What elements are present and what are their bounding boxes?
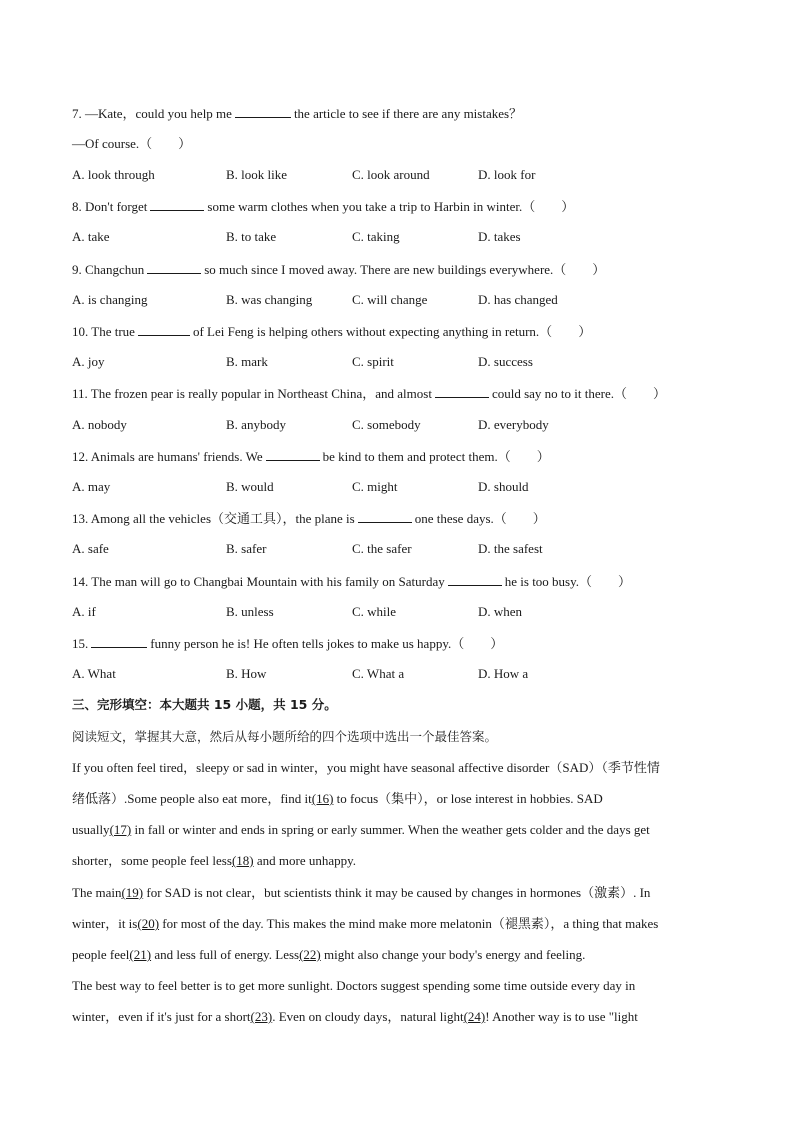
option-c: C. might (352, 479, 398, 494)
passage-text: winter，even if it's just for a short (72, 1009, 251, 1024)
question-14-stem (72, 573, 631, 590)
section-instruction: 阅读短文，掌握其大意，然后从每小题所给的四个选项中选出一个最佳答案。 (72, 729, 498, 744)
option-a: A. safe (72, 541, 109, 556)
option-a: A. What (72, 666, 116, 681)
option-c: C. taking (352, 229, 400, 244)
passage-line-5 (72, 885, 650, 901)
passage-text: for most of the day. This makes the mind make more melatonin（褪黑素），a thing that makes (162, 916, 659, 931)
question-10-text-b: of Lei Feng is helping others without expecting anything in return.（ (192, 324, 553, 339)
question-15-text-a: 15. (72, 636, 89, 651)
passage-text: and less full of energy. Less (154, 947, 300, 962)
passage-text: in fall or winter and ends in spring or early summer. When the weather gets colder and the days get (134, 822, 650, 837)
option-b: B. look like (226, 167, 288, 182)
passage-text: to focus（集中），or lose interest in hobbies. SAD (336, 791, 603, 806)
question-8-text-b: some warm clothes when you take a trip to Harbin in winter.（ (207, 199, 536, 214)
question-13-text-b: one these days.（ (414, 511, 507, 526)
question-9-text-a: 9. Changchun (72, 262, 145, 277)
question-12-text-a: 12. Animals are humans' friends. We (72, 449, 263, 464)
option-c: C. spirit (352, 354, 394, 369)
paren-close: ） (592, 262, 606, 277)
option-d: D. everybody (478, 417, 549, 432)
question-14-text-a: 14. The man will go to Changbai Mountain with his family on Saturday (72, 574, 445, 589)
option-b: B. mark (226, 354, 268, 369)
question-9-text-b: so much since I moved away. There are new buildings everywhere.（ (204, 262, 567, 277)
section-heading: 三、完形填空：本大题共 15 小题，共 15 分。 (72, 697, 337, 712)
option-b: B. was changing (226, 292, 313, 307)
option-d: D. has changed (478, 292, 558, 307)
option-a: A. may (72, 479, 111, 494)
option-b: B. safer (226, 541, 267, 556)
paren-close: ） (561, 199, 575, 214)
passage-line-1: If you often feel tired，sleepy or sad in winter，you might have seasonal affective disorder（SAD）（季节性情 (72, 760, 660, 775)
paren-close: ） (618, 574, 632, 589)
question-12-text-b: be kind to them and protect them.（ (322, 449, 511, 464)
question-9-stem (72, 261, 605, 278)
question-8-text-a: 8. Don't forget (72, 199, 148, 214)
paren-close: ） (536, 449, 550, 464)
option-d: D. look for (478, 167, 536, 182)
passage-text: ! Another way is to use "light (485, 1009, 638, 1024)
passage-line-9 (72, 1009, 638, 1025)
option-a: A. if (72, 604, 96, 619)
question-11-text-b: could say no to it there.（ (491, 386, 627, 401)
passage-text: people feel (72, 947, 130, 962)
answer-blank (150, 198, 204, 211)
option-a: A. look through (72, 167, 155, 182)
option-c: C. somebody (352, 417, 421, 432)
option-b: B. unless (226, 604, 274, 619)
question-13-stem (72, 510, 546, 527)
option-d: D. the safest (478, 541, 543, 556)
answer-blank (138, 323, 190, 336)
answer-blank (147, 261, 201, 274)
passage-text: winter，it is (72, 916, 138, 931)
cloze-blank-22: (22) (299, 947, 321, 962)
option-c: C. look around (352, 167, 430, 182)
passage-line-4 (72, 853, 356, 869)
option-a: A. take (72, 229, 110, 244)
passage-text: . Even on cloudy days，natural light (272, 1009, 464, 1024)
passage-text: for SAD is not clear，but scientists think it may be caused by changes in hormones（激素）. In (146, 885, 651, 900)
passage-text: and more unhappy. (256, 853, 357, 868)
question-7-stem (72, 105, 522, 122)
option-c: C. while (352, 604, 397, 619)
question-8-stem (72, 198, 574, 215)
question-7-text-b: the article to see if there are any mistakes？ (293, 106, 523, 121)
cloze-blank-23: (23) (250, 1009, 273, 1024)
option-b: B. would (226, 479, 274, 494)
cloze-blank-18: (18) (231, 853, 254, 868)
question-11-stem (72, 385, 666, 402)
passage-text: might also change your body's energy and feeling. (324, 947, 586, 962)
question-7-reply-text: —Of course.（ (72, 136, 153, 151)
passage-line-7 (72, 947, 585, 963)
passage-text: shorter，some people feel less (72, 853, 232, 868)
passage-text: The main (72, 885, 122, 900)
option-b: B. to take (226, 229, 277, 244)
question-7-reply (72, 136, 191, 152)
option-d: D. success (478, 354, 533, 369)
cloze-blank-19: (19) (121, 885, 144, 900)
question-15-text-b: funny person he is! He often tells jokes to make us happy.（ (150, 636, 465, 651)
cloze-blank-20: (20) (137, 916, 160, 931)
answer-blank (91, 635, 147, 648)
option-b: B. anybody (226, 417, 286, 432)
question-12-stem (72, 448, 550, 465)
passage-text: usually (72, 822, 110, 837)
option-c: C. will change (352, 292, 428, 307)
answer-blank (448, 573, 502, 586)
option-a: A. nobody (72, 417, 127, 432)
option-a: A. joy (72, 354, 105, 369)
cloze-blank-21: (21) (129, 947, 152, 962)
paren-close: ） (490, 636, 504, 651)
option-a: A. is changing (72, 292, 148, 307)
option-d: D. should (478, 479, 529, 494)
option-c: C. What a (352, 666, 405, 681)
passage-line-3 (72, 822, 650, 838)
cloze-blank-16: (16) (311, 791, 334, 806)
passage-text: 绪低落）.Some people also eat more，find it (72, 791, 312, 806)
passage-line-8: The best way to feel better is to get more sunlight. Doctors suggest spending some time outside every day in (72, 978, 636, 993)
option-d: D. when (478, 604, 523, 619)
option-b: B. How (226, 666, 267, 681)
passage-line-2 (72, 791, 603, 807)
question-7-text-a: 7. —Kate，could you help me (72, 106, 232, 121)
option-c: C. the safer (352, 541, 412, 556)
question-14-text-b: he is too busy.（ (504, 574, 593, 589)
answer-blank (266, 448, 320, 461)
question-10-text-a: 10. The true (72, 324, 135, 339)
question-15-stem (72, 635, 503, 652)
answer-blank (358, 510, 412, 523)
paren-close: ） (578, 324, 592, 339)
answer-blank (435, 385, 489, 398)
passage-line-6 (72, 916, 658, 932)
answer-blank (235, 105, 291, 118)
cloze-blank-24: (24) (463, 1009, 486, 1024)
question-10-stem (72, 323, 591, 340)
option-d: D. How a (478, 666, 529, 681)
cloze-blank-17: (17) (109, 822, 132, 837)
paren-close: ） (532, 511, 546, 526)
paren-close: ） (652, 386, 666, 401)
option-d: D. takes (478, 229, 521, 244)
question-11-text-a: 11. The frozen pear is really popular in Northeast China，and almost (72, 386, 432, 401)
paren-close: ） (178, 136, 192, 151)
question-13-text-a: 13. Among all the vehicles（交通工具），the plane is (72, 511, 355, 526)
